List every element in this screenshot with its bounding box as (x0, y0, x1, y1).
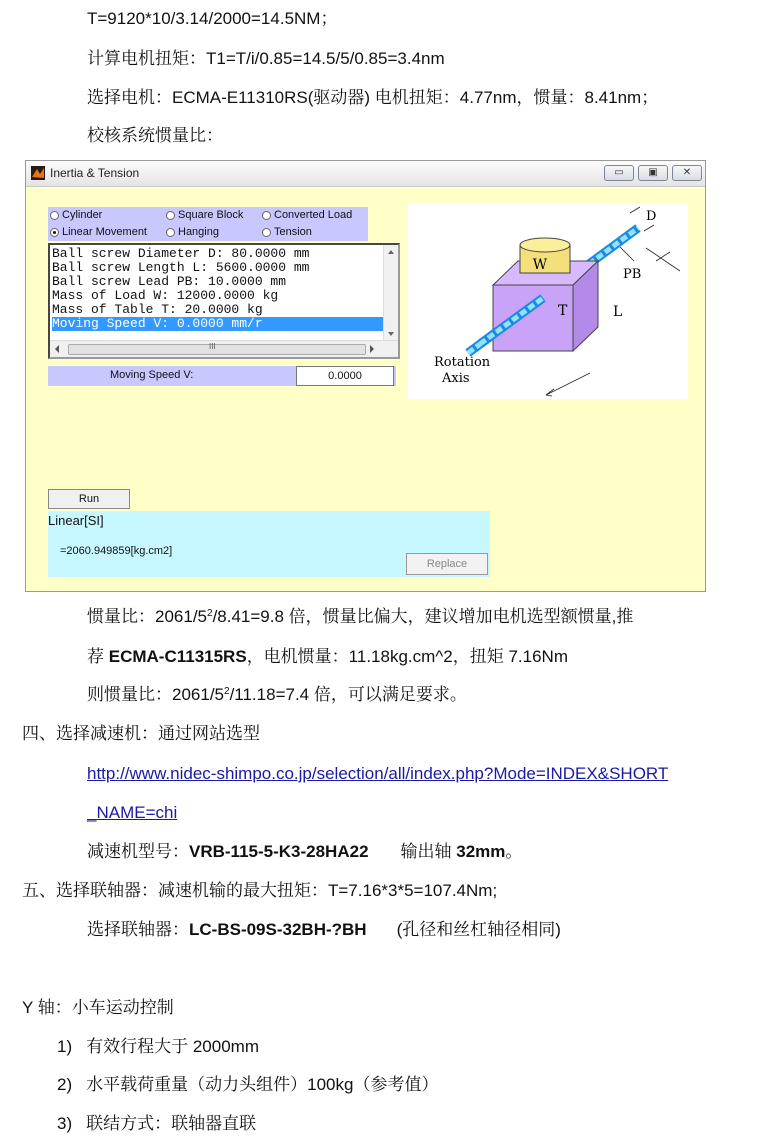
option-square-block[interactable] (166, 209, 243, 221)
text-span: 选择联轴器： (87, 920, 189, 939)
minimize-button[interactable]: ▭ (604, 165, 634, 181)
text-span: 。 (505, 842, 523, 861)
option-label: Tension (274, 226, 312, 238)
coupling-line (87, 919, 561, 941)
list-item (57, 1074, 438, 1096)
section-five-heading: 五、选择联轴器：减速机输的最大扭矩：T=7.16*3*5=107.4Nm; (22, 881, 498, 900)
recommended-motor-model: ECMA-C11315RS (108, 647, 247, 666)
selection-url-link-cont[interactable]: _NAME=chi (87, 803, 178, 822)
coupling-model: LC-BS-09S-32BH-?BH (189, 920, 367, 939)
text-span: 则惯量比：2061/5 (87, 685, 224, 704)
inertia-check-heading: 校核系统惯量比： (87, 126, 223, 145)
option-tension[interactable] (262, 226, 312, 238)
superscript: 2 (224, 686, 230, 697)
radio-icon (262, 211, 271, 220)
shape-options (48, 207, 368, 241)
inertia-tension-window (25, 160, 706, 592)
list-item[interactable]: Mass of Load W: 12000.0000 kg (52, 288, 279, 303)
label-l: L (613, 304, 623, 320)
close-button[interactable]: ✕ (672, 165, 702, 181)
replace-button[interactable]: Replace (406, 553, 488, 575)
list-item[interactable]: Ball screw Diameter D: 80.0000 mm (52, 246, 310, 261)
text-span: 荐 (87, 647, 109, 666)
result-value: =2060.949859[kg.cm2] (60, 545, 173, 557)
text-span: 惯量比：2061/5 (87, 607, 207, 626)
text-span: 输出轴 (400, 842, 457, 861)
reducer-model: VRB-115-5-K3-28HA22 (189, 842, 369, 861)
list-item (57, 1036, 259, 1058)
radio-icon (166, 228, 175, 237)
list-item[interactable]: Ball screw Lead PB: 10.0000 mm (52, 274, 287, 289)
result-panel (48, 511, 490, 577)
section-four-heading: 四、选择减速机：通过网站选型 (22, 724, 260, 743)
ball-screw-diagram (408, 203, 688, 399)
list-item[interactable]: Mass of Table T: 20.0000 kg (52, 302, 263, 317)
text-span: (孔径和丝杠轴径相同) (396, 920, 561, 939)
list-number: 1) (57, 1037, 73, 1056)
window-title: Inertia & Tension (50, 166, 140, 180)
list-item[interactable]: Ball screw Length L: 5600.0000 mm (52, 260, 310, 275)
scroll-right-icon[interactable] (368, 344, 376, 354)
y-axis-heading: Y 轴：小车运动控制 (22, 998, 174, 1017)
scroll-arrows-icon (384, 245, 398, 341)
list-item (57, 1113, 256, 1135)
table-block-icon (493, 261, 598, 351)
text-span: ，电机惯量：11.18kg.cm^2，扭矩 7.16Nm (246, 647, 568, 666)
matlab-icon (31, 166, 45, 180)
window-titlebar (26, 161, 705, 187)
text-span: 联结方式：联轴器直联 (86, 1114, 257, 1133)
output-shaft-size: 32mm (456, 842, 506, 861)
radio-icon (50, 211, 59, 220)
option-linear-movement[interactable] (50, 226, 147, 238)
scroll-thumb[interactable] (68, 344, 366, 355)
result-heading: Linear[SI] (48, 513, 104, 528)
option-converted-load[interactable] (262, 209, 352, 221)
maximize-button[interactable]: ▣ (638, 165, 668, 181)
text-span: 减速机型号： (87, 842, 189, 861)
reducer-model-line (87, 841, 522, 863)
option-label: Converted Load (274, 209, 353, 221)
text-span: /8.41=9.8 倍，惯量比偏大，建议增加电机选型额惯量,推 (212, 607, 634, 626)
moving-speed-label: Moving Speed V: (110, 369, 194, 381)
motor-selection: 选择电机：ECMA-E11310RS(驱动器) 电机扭矩：4.77nm，惯量：8.41nm； (87, 88, 659, 107)
text-span: /11.18=7.4 倍，可以满足要求。 (229, 685, 467, 704)
option-hanging[interactable] (166, 226, 219, 238)
formula-torque: T=9120*10/3.14/2000=14.5NM； (87, 9, 338, 28)
horizontal-scrollbar[interactable] (50, 340, 398, 357)
scroll-thumb-grip: III (209, 342, 216, 351)
label-rotation: Rotation (434, 355, 491, 370)
label-w: W (532, 257, 548, 273)
text-span: 水平载荷重量（动力头组件）100kg（参考值） (86, 1075, 439, 1094)
vertical-scrollbar[interactable] (383, 245, 398, 341)
option-label: Linear Movement (62, 226, 147, 238)
parameter-list[interactable] (48, 243, 400, 359)
scroll-left-icon[interactable] (53, 344, 61, 354)
option-label: Square Block (178, 209, 244, 221)
list-number: 3) (57, 1114, 73, 1133)
new-ratio-line (87, 684, 467, 706)
radio-icon (262, 228, 271, 237)
label-t: T (558, 303, 568, 319)
option-label: Hanging (178, 226, 219, 238)
list-item-selected[interactable]: Moving Speed V: 0.0000 mm/r (52, 317, 385, 331)
superscript: 2 (207, 608, 213, 619)
text-span: 有效行程大于 2000mm (86, 1037, 259, 1056)
option-cylinder[interactable] (50, 209, 102, 221)
radio-icon (166, 211, 175, 220)
recommend-motor-line (87, 646, 568, 668)
label-d: D (646, 209, 657, 224)
motor-torque-calc: 计算电机扭矩：T1=T/i/0.85=14.5/5/0.85=3.4nm (87, 49, 445, 68)
run-button[interactable]: Run (48, 489, 130, 509)
selection-url-link[interactable]: http://www.nidec-shimpo.co.jp/selection/all/index.php?Mode=INDEX&SHORT (87, 764, 669, 783)
label-pb: PB (623, 267, 642, 282)
option-label: Cylinder (62, 209, 103, 221)
moving-speed-input[interactable]: 0.0000 (296, 366, 394, 386)
radio-selected-icon (50, 228, 59, 237)
label-axis: Axis (442, 371, 470, 386)
inertia-ratio-line (87, 606, 633, 628)
list-number: 2) (57, 1075, 73, 1094)
